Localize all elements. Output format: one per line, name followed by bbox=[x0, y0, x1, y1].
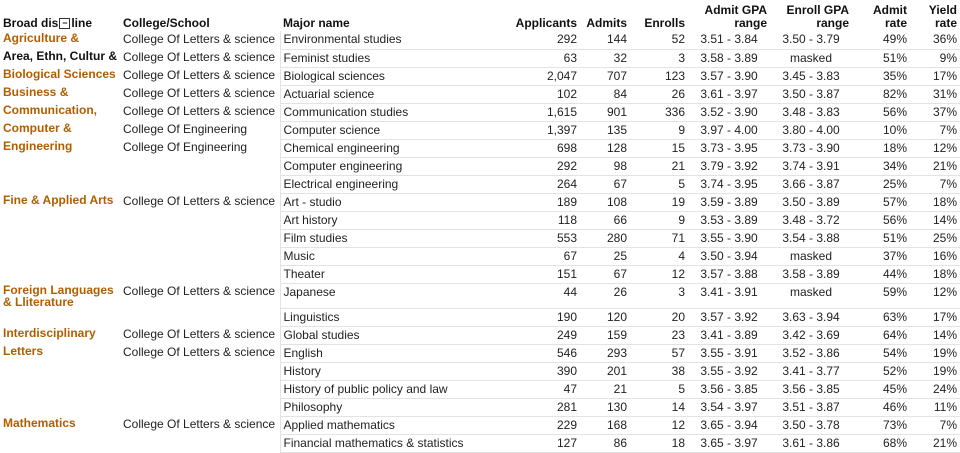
enrolls-cell: 3 bbox=[630, 49, 688, 67]
enroll-gpa-cell: 3.54 - 3.88 bbox=[770, 229, 852, 247]
table-row[interactable] bbox=[0, 139, 960, 157]
yield-rate-cell: 14% bbox=[910, 326, 960, 344]
admits-cell: 293 bbox=[580, 344, 630, 362]
discipline-cell bbox=[0, 265, 120, 283]
enrolls-cell: 4 bbox=[630, 247, 688, 265]
college-cell bbox=[120, 308, 280, 326]
enroll-gpa-cell: 3.42 - 3.69 bbox=[770, 326, 852, 344]
college-cell: College Of Engineering bbox=[123, 122, 248, 136]
applicants-cell: 1,397 bbox=[500, 121, 580, 139]
yield-rate-cell: 7% bbox=[910, 121, 960, 139]
admit-gpa-cell: 3.41 - 3.89 bbox=[688, 326, 770, 344]
header-enrolls[interactable]: Enrolls bbox=[644, 16, 685, 30]
applicants-cell: 189 bbox=[500, 193, 580, 211]
admit-gpa-cell: 3.57 - 3.88 bbox=[688, 265, 770, 283]
table-row[interactable] bbox=[0, 211, 960, 229]
admits-cell: 84 bbox=[580, 85, 630, 103]
admits-cell: 26 bbox=[580, 283, 630, 308]
discipline-cell: Engineering bbox=[3, 139, 73, 153]
college-cell: College Of Letters & science bbox=[123, 86, 276, 100]
table-row[interactable] bbox=[0, 265, 960, 283]
major-cell: Linguistics bbox=[280, 308, 500, 326]
yield-rate-cell: 16% bbox=[910, 247, 960, 265]
yield-rate-cell: 9% bbox=[910, 49, 960, 67]
major-cell: Art - studio bbox=[280, 193, 500, 211]
table-body bbox=[0, 31, 960, 452]
major-cell: Actuarial science bbox=[280, 85, 500, 103]
table-row[interactable] bbox=[0, 326, 960, 344]
admits-cell: 168 bbox=[580, 416, 630, 434]
discipline-cell bbox=[0, 434, 120, 452]
admit-rate-cell: 25% bbox=[852, 175, 910, 193]
applicants-cell: 67 bbox=[500, 247, 580, 265]
enroll-gpa-cell: 3.66 - 3.87 bbox=[770, 175, 852, 193]
college-cell: College Of Letters & science bbox=[123, 68, 276, 82]
header-admits[interactable]: Admits bbox=[586, 16, 627, 30]
admit-rate-cell: 35% bbox=[852, 67, 910, 85]
discipline-cell: Communication, bbox=[3, 103, 98, 117]
discipline-cell: Computer & bbox=[3, 121, 72, 135]
admits-cell: 98 bbox=[580, 157, 630, 175]
admit-rate-cell: 18% bbox=[852, 139, 910, 157]
yield-rate-cell: 36% bbox=[910, 31, 960, 49]
yield-rate-cell: 31% bbox=[910, 85, 960, 103]
table-row[interactable] bbox=[0, 434, 960, 452]
table-row[interactable] bbox=[0, 283, 960, 308]
enrolls-cell: 9 bbox=[630, 121, 688, 139]
admit-rate-cell: 73% bbox=[852, 416, 910, 434]
admits-cell: 707 bbox=[580, 67, 630, 85]
table-row[interactable] bbox=[0, 193, 960, 211]
major-cell: Feminist studies bbox=[280, 49, 500, 67]
discipline-cell bbox=[0, 362, 120, 380]
admit-gpa-cell: 3.53 - 3.89 bbox=[688, 211, 770, 229]
applicants-cell: 281 bbox=[500, 398, 580, 416]
admits-cell: 135 bbox=[580, 121, 630, 139]
discipline-cell: Fine & Applied Arts bbox=[3, 193, 114, 207]
table-row[interactable] bbox=[0, 157, 960, 175]
discipline-cell bbox=[0, 175, 120, 193]
enroll-gpa-cell: 3.45 - 3.83 bbox=[770, 67, 852, 85]
yield-rate-cell: 21% bbox=[910, 157, 960, 175]
college-cell: College Of Letters & science bbox=[123, 327, 276, 341]
admit-gpa-cell: 3.57 - 3.90 bbox=[688, 67, 770, 85]
yield-rate-cell: 19% bbox=[910, 344, 960, 362]
major-cell: Applied mathematics bbox=[280, 416, 500, 434]
admit-rate-cell: 68% bbox=[852, 434, 910, 452]
admits-cell: 21 bbox=[580, 380, 630, 398]
major-cell: Financial mathematics & statistics bbox=[280, 434, 500, 452]
applicants-cell: 553 bbox=[500, 229, 580, 247]
enroll-gpa-cell: 3.48 - 3.83 bbox=[770, 103, 852, 121]
major-cell: Music bbox=[280, 247, 500, 265]
yield-rate-cell: 18% bbox=[910, 265, 960, 283]
enrolls-cell: 14 bbox=[630, 398, 688, 416]
enroll-gpa-cell: masked bbox=[770, 247, 852, 265]
admit-rate-cell: 51% bbox=[852, 229, 910, 247]
admit-rate-cell: 46% bbox=[852, 398, 910, 416]
admit-rate-cell: 57% bbox=[852, 193, 910, 211]
enroll-gpa-cell: masked bbox=[770, 283, 852, 308]
major-cell: History bbox=[280, 362, 500, 380]
admit-rate-cell: 54% bbox=[852, 344, 910, 362]
table-row[interactable] bbox=[0, 175, 960, 193]
college-cell bbox=[120, 211, 280, 229]
college-cell bbox=[120, 434, 280, 452]
admits-cell: 130 bbox=[580, 398, 630, 416]
yield-rate-cell: 18% bbox=[910, 193, 960, 211]
admit-rate-cell: 52% bbox=[852, 362, 910, 380]
table-row[interactable] bbox=[0, 49, 960, 67]
admits-cell: 201 bbox=[580, 362, 630, 380]
college-cell bbox=[120, 229, 280, 247]
header-enroll-gpa[interactable]: Enroll GPA range bbox=[786, 3, 849, 30]
enrolls-cell: 123 bbox=[630, 67, 688, 85]
discipline-cell: Agriculture & bbox=[3, 31, 80, 45]
enroll-gpa-cell: 3.48 - 3.72 bbox=[770, 211, 852, 229]
enroll-gpa-cell: 3.63 - 3.94 bbox=[770, 308, 852, 326]
applicants-cell: 698 bbox=[500, 139, 580, 157]
admit-rate-cell: 37% bbox=[852, 247, 910, 265]
college-cell: College Of Letters & science bbox=[123, 32, 276, 46]
discipline-cell: Mathematics bbox=[3, 416, 76, 430]
header-discipline[interactable]: Broad dis − line bbox=[3, 16, 93, 30]
major-cell: Electrical engineering bbox=[280, 175, 500, 193]
applicants-cell: 249 bbox=[500, 326, 580, 344]
header-row bbox=[0, 0, 960, 31]
enrolls-cell: 71 bbox=[630, 229, 688, 247]
admit-gpa-cell: 3.79 - 3.92 bbox=[688, 157, 770, 175]
enrolls-cell: 26 bbox=[630, 85, 688, 103]
enrolls-cell: 38 bbox=[630, 362, 688, 380]
college-cell bbox=[120, 265, 280, 283]
table-row[interactable] bbox=[0, 380, 960, 398]
header-yield-rate[interactable]: Yield rate bbox=[928, 3, 957, 30]
applicants-cell: 2,047 bbox=[500, 67, 580, 85]
discipline-cell: Letters bbox=[3, 344, 44, 358]
enrolls-cell: 15 bbox=[630, 139, 688, 157]
applicants-cell: 118 bbox=[500, 211, 580, 229]
enrolls-cell: 3 bbox=[630, 283, 688, 308]
enrolls-cell: 21 bbox=[630, 157, 688, 175]
applicants-cell: 151 bbox=[500, 265, 580, 283]
discipline-cell bbox=[0, 211, 120, 229]
table-row[interactable] bbox=[0, 85, 960, 103]
admit-rate-cell: 51% bbox=[852, 49, 910, 67]
applicants-cell: 229 bbox=[500, 416, 580, 434]
enroll-gpa-cell: 3.50 - 3.89 bbox=[770, 193, 852, 211]
yield-rate-cell: 21% bbox=[910, 434, 960, 452]
admit-rate-cell: 49% bbox=[852, 31, 910, 49]
applicants-cell: 292 bbox=[500, 31, 580, 49]
college-cell: College Of Letters & science bbox=[123, 345, 276, 359]
admit-gpa-cell: 3.57 - 3.92 bbox=[688, 308, 770, 326]
applicants-cell: 190 bbox=[500, 308, 580, 326]
enroll-gpa-cell: 3.50 - 3.87 bbox=[770, 85, 852, 103]
applicants-cell: 1,615 bbox=[500, 103, 580, 121]
enrolls-cell: 5 bbox=[630, 175, 688, 193]
header-college[interactable]: College/School bbox=[123, 16, 210, 30]
college-cell bbox=[120, 175, 280, 193]
enroll-gpa-cell: 3.80 - 4.00 bbox=[770, 121, 852, 139]
admit-rate-cell: 44% bbox=[852, 265, 910, 283]
yield-rate-cell: 12% bbox=[910, 283, 960, 308]
yield-rate-cell: 7% bbox=[910, 416, 960, 434]
college-cell bbox=[120, 157, 280, 175]
admit-gpa-cell: 3.54 - 3.97 bbox=[688, 398, 770, 416]
enroll-gpa-cell: 3.74 - 3.91 bbox=[770, 157, 852, 175]
major-cell: Philosophy bbox=[280, 398, 500, 416]
table-row[interactable] bbox=[0, 362, 960, 380]
enroll-gpa-cell: 3.58 - 3.89 bbox=[770, 265, 852, 283]
major-cell: Communication studies bbox=[280, 103, 500, 121]
college-cell bbox=[120, 398, 280, 416]
admits-cell: 25 bbox=[580, 247, 630, 265]
college-cell: College Of Letters & science bbox=[123, 284, 276, 298]
header-applicants[interactable]: Applicants bbox=[515, 16, 577, 30]
major-cell: Computer science bbox=[280, 121, 500, 139]
discipline-cell bbox=[0, 247, 120, 265]
enroll-gpa-cell: 3.61 - 3.86 bbox=[770, 434, 852, 452]
college-cell: College Of Engineering bbox=[123, 140, 248, 154]
yield-rate-cell: 37% bbox=[910, 103, 960, 121]
table-row[interactable] bbox=[0, 308, 960, 326]
enroll-gpa-cell: 3.56 - 3.85 bbox=[770, 380, 852, 398]
college-cell: College Of Letters & science bbox=[123, 417, 276, 431]
applicants-cell: 127 bbox=[500, 434, 580, 452]
discipline-cell bbox=[0, 398, 120, 416]
college-cell bbox=[120, 362, 280, 380]
enroll-gpa-cell: 3.52 - 3.86 bbox=[770, 344, 852, 362]
table-row[interactable] bbox=[0, 121, 960, 139]
discipline-cell bbox=[0, 308, 120, 326]
admit-gpa-cell: 3.55 - 3.92 bbox=[688, 362, 770, 380]
major-cell: History of public policy and law bbox=[280, 380, 500, 398]
admit-rate-cell: 10% bbox=[852, 121, 910, 139]
table-row[interactable] bbox=[0, 103, 960, 121]
major-cell: Theater bbox=[280, 265, 500, 283]
major-cell: Environmental studies bbox=[280, 31, 500, 49]
enrolls-cell: 20 bbox=[630, 308, 688, 326]
admit-gpa-cell: 3.55 - 3.90 bbox=[688, 229, 770, 247]
admit-gpa-cell: 3.74 - 3.95 bbox=[688, 175, 770, 193]
discipline-cell: Area, Ethn, Cultur & bbox=[3, 49, 118, 63]
admit-gpa-cell: 3.59 - 3.89 bbox=[688, 193, 770, 211]
enrolls-cell: 57 bbox=[630, 344, 688, 362]
yield-rate-cell: 17% bbox=[910, 67, 960, 85]
table-row[interactable] bbox=[0, 229, 960, 247]
enrolls-cell: 23 bbox=[630, 326, 688, 344]
admit-gpa-cell: 3.41 - 3.91 bbox=[688, 283, 770, 308]
applicants-cell: 44 bbox=[500, 283, 580, 308]
yield-rate-cell: 7% bbox=[910, 175, 960, 193]
enrolls-cell: 336 bbox=[630, 103, 688, 121]
enrolls-cell: 12 bbox=[630, 265, 688, 283]
admit-gpa-cell: 3.58 - 3.89 bbox=[688, 49, 770, 67]
college-cell: College Of Letters & science bbox=[123, 50, 276, 64]
yield-rate-cell: 25% bbox=[910, 229, 960, 247]
applicants-cell: 47 bbox=[500, 380, 580, 398]
table-row[interactable] bbox=[0, 344, 960, 362]
applicants-cell: 390 bbox=[500, 362, 580, 380]
yield-rate-cell: 14% bbox=[910, 211, 960, 229]
major-cell: Biological sciences bbox=[280, 67, 500, 85]
major-cell: English bbox=[280, 344, 500, 362]
discipline-cell bbox=[0, 229, 120, 247]
admit-gpa-cell: 3.73 - 3.95 bbox=[688, 139, 770, 157]
major-cell: Film studies bbox=[280, 229, 500, 247]
admit-rate-cell: 64% bbox=[852, 326, 910, 344]
admits-cell: 128 bbox=[580, 139, 630, 157]
admits-cell: 144 bbox=[580, 31, 630, 49]
admits-cell: 901 bbox=[580, 103, 630, 121]
table-row[interactable] bbox=[0, 416, 960, 434]
admit-gpa-cell: 3.51 - 3.84 bbox=[688, 31, 770, 49]
admits-cell: 66 bbox=[580, 211, 630, 229]
header-major[interactable]: Major name bbox=[283, 16, 350, 30]
header-admit-gpa[interactable]: Admit GPA range bbox=[704, 3, 767, 30]
admits-cell: 108 bbox=[580, 193, 630, 211]
admit-rate-cell: 45% bbox=[852, 380, 910, 398]
admit-rate-cell: 56% bbox=[852, 211, 910, 229]
admit-gpa-cell: 3.61 - 3.97 bbox=[688, 85, 770, 103]
yield-rate-cell: 19% bbox=[910, 362, 960, 380]
table-row[interactable] bbox=[0, 31, 960, 49]
admit-rate-cell: 82% bbox=[852, 85, 910, 103]
enroll-gpa-cell: 3.51 - 3.87 bbox=[770, 398, 852, 416]
admits-cell: 67 bbox=[580, 175, 630, 193]
yield-rate-cell: 24% bbox=[910, 380, 960, 398]
major-cell: Chemical engineering bbox=[280, 139, 500, 157]
enrolls-cell: 5 bbox=[630, 380, 688, 398]
admit-gpa-cell: 3.65 - 3.97 bbox=[688, 434, 770, 452]
admit-gpa-cell: 3.55 - 3.91 bbox=[688, 344, 770, 362]
enrolls-cell: 18 bbox=[630, 434, 688, 452]
enrolls-cell: 12 bbox=[630, 416, 688, 434]
applicants-cell: 546 bbox=[500, 344, 580, 362]
enroll-gpa-cell: masked bbox=[770, 49, 852, 67]
yield-rate-cell: 12% bbox=[910, 139, 960, 157]
discipline-cell: Foreign Languages & Lliterature bbox=[3, 283, 114, 308]
enrolls-cell: 19 bbox=[630, 193, 688, 211]
applicants-cell: 102 bbox=[500, 85, 580, 103]
discipline-cell: Biological Sciences bbox=[3, 67, 116, 81]
admit-rate-cell: 56% bbox=[852, 103, 910, 121]
admit-gpa-cell: 3.52 - 3.90 bbox=[688, 103, 770, 121]
yield-rate-cell: 17% bbox=[910, 308, 960, 326]
admits-cell: 120 bbox=[580, 308, 630, 326]
enrolls-cell: 52 bbox=[630, 31, 688, 49]
table-row[interactable] bbox=[0, 67, 960, 85]
admit-gpa-cell: 3.50 - 3.94 bbox=[688, 247, 770, 265]
admit-rate-cell: 34% bbox=[852, 157, 910, 175]
college-cell: College Of Letters & science bbox=[123, 104, 276, 118]
admit-gpa-cell: 3.65 - 3.94 bbox=[688, 416, 770, 434]
enrolls-cell: 9 bbox=[630, 211, 688, 229]
admits-cell: 280 bbox=[580, 229, 630, 247]
discipline-cell: Interdisciplinary bbox=[3, 326, 96, 340]
major-cell: Art history bbox=[280, 211, 500, 229]
college-cell bbox=[120, 247, 280, 265]
college-cell: College Of Letters & science bbox=[123, 194, 276, 208]
applicants-cell: 63 bbox=[500, 49, 580, 67]
admits-cell: 67 bbox=[580, 265, 630, 283]
table-row[interactable] bbox=[0, 247, 960, 265]
admits-cell: 86 bbox=[580, 434, 630, 452]
collapse-icon[interactable]: − bbox=[59, 18, 70, 29]
college-cell bbox=[120, 380, 280, 398]
header-admit-rate[interactable]: Admit rate bbox=[873, 3, 907, 30]
major-cell: Computer engineering bbox=[280, 157, 500, 175]
enroll-gpa-cell: 3.73 - 3.90 bbox=[770, 139, 852, 157]
admit-gpa-cell: 3.97 - 4.00 bbox=[688, 121, 770, 139]
enroll-gpa-cell: 3.50 - 3.79 bbox=[770, 31, 852, 49]
major-cell: Global studies bbox=[280, 326, 500, 344]
admits-cell: 32 bbox=[580, 49, 630, 67]
enroll-gpa-cell: 3.50 - 3.78 bbox=[770, 416, 852, 434]
major-cell: Japanese bbox=[280, 283, 500, 308]
admit-gpa-cell: 3.56 - 3.85 bbox=[688, 380, 770, 398]
admit-rate-cell: 59% bbox=[852, 283, 910, 308]
discipline-cell bbox=[0, 157, 120, 175]
table-row[interactable] bbox=[0, 398, 960, 416]
applicants-cell: 292 bbox=[500, 157, 580, 175]
enroll-gpa-cell: 3.41 - 3.77 bbox=[770, 362, 852, 380]
discipline-cell bbox=[0, 380, 120, 398]
discipline-cell: Business & bbox=[3, 85, 69, 99]
applicants-cell: 264 bbox=[500, 175, 580, 193]
yield-rate-cell: 11% bbox=[910, 398, 960, 416]
admits-cell: 159 bbox=[580, 326, 630, 344]
admit-rate-cell: 63% bbox=[852, 308, 910, 326]
